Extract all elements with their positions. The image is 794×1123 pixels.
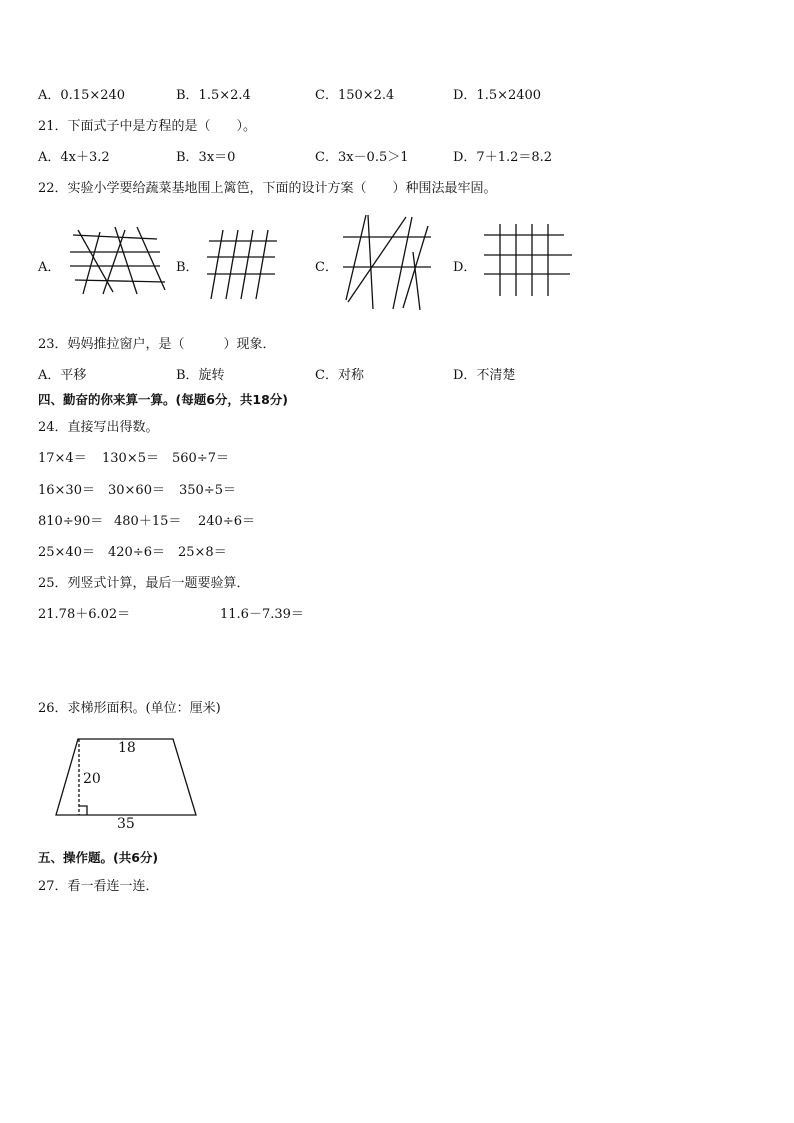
fence-figure-c bbox=[338, 212, 438, 312]
q25-stem: 25．列竖式计算，最后一题要验算． bbox=[38, 576, 250, 591]
q23-option-d: D．不清楚 bbox=[453, 368, 516, 383]
section-5-heading: 五、操作题。(共6分) bbox=[38, 850, 159, 865]
mental-calc-item: 810÷90＝ bbox=[38, 514, 104, 529]
mental-calc-item: 16×30＝ bbox=[38, 483, 95, 498]
q22-label-c: C． bbox=[315, 260, 338, 275]
q27-stem: 27．看一看连一连． bbox=[38, 879, 159, 894]
q20-option-c: C．150×2.4 bbox=[315, 88, 395, 103]
vertical-calc-item: 21.78＋6.02＝ bbox=[38, 607, 131, 622]
q23-option-a: A．平移 bbox=[38, 368, 87, 383]
trapezoid-top-label: 18 bbox=[118, 740, 136, 756]
mental-calc-item: 30×60＝ bbox=[108, 483, 165, 498]
trapezoid-bottom-label: 35 bbox=[117, 816, 135, 832]
mental-calc-item: 130×5＝ bbox=[102, 451, 159, 466]
fence-figure-d bbox=[482, 222, 574, 298]
mental-calc-item: 350÷5＝ bbox=[179, 483, 236, 498]
q26-stem: 26．求梯形面积。(单位：厘米) bbox=[38, 701, 221, 716]
mental-calc-item: 240÷6＝ bbox=[198, 514, 255, 529]
q20-option-d: D．1.5×2400 bbox=[453, 88, 542, 103]
q21-option-d: D．7＋1.2＝8.2 bbox=[453, 150, 553, 165]
q21-option-b: B．3x＝0 bbox=[176, 150, 236, 165]
mental-calc-item: 25×8＝ bbox=[178, 545, 227, 560]
fence-figure-b bbox=[205, 228, 280, 303]
q22-label-b: B． bbox=[176, 260, 199, 275]
q21-option-a: A．4x＋3.2 bbox=[38, 150, 110, 165]
mental-calc-item: 480＋15＝ bbox=[114, 514, 182, 529]
q23-stem: 23．妈妈推拉窗户，是（ ）现象． bbox=[38, 337, 276, 352]
q24-stem: 24．直接写出得数。 bbox=[38, 420, 159, 435]
vertical-calc-item: 11.6－7.39＝ bbox=[220, 607, 304, 622]
q21-option-c: C．3x－0.5＞1 bbox=[315, 150, 409, 165]
mental-calc-item: 25×40＝ bbox=[38, 545, 95, 560]
q20-option-b: B．1.5×2.4 bbox=[176, 88, 251, 103]
q23-option-b: B．旋转 bbox=[176, 368, 225, 383]
q21-stem: 21．下面式子中是方程的是（ ）。 bbox=[38, 119, 257, 134]
q20-option-a: A．0.15×240 bbox=[38, 88, 126, 103]
mental-calc-item: 17×4＝ bbox=[38, 451, 87, 466]
mental-calc-item: 560÷7＝ bbox=[172, 451, 229, 466]
section-4-heading: 四、勤奋的你来算一算。(每题6分，共18分) bbox=[38, 392, 289, 407]
fence-figure-a bbox=[65, 222, 170, 297]
q23-option-c: C．对称 bbox=[315, 368, 364, 383]
q22-label-a: A． bbox=[38, 260, 61, 275]
q22-label-d: D． bbox=[453, 260, 477, 275]
trapezoid-height-label: 20 bbox=[83, 771, 101, 787]
q22-stem: 22．实验小学要给蔬菜基地围上篱笆，下面的设计方案（ ）种围法最牢固。 bbox=[38, 181, 497, 196]
mental-calc-item: 420÷6＝ bbox=[108, 545, 165, 560]
